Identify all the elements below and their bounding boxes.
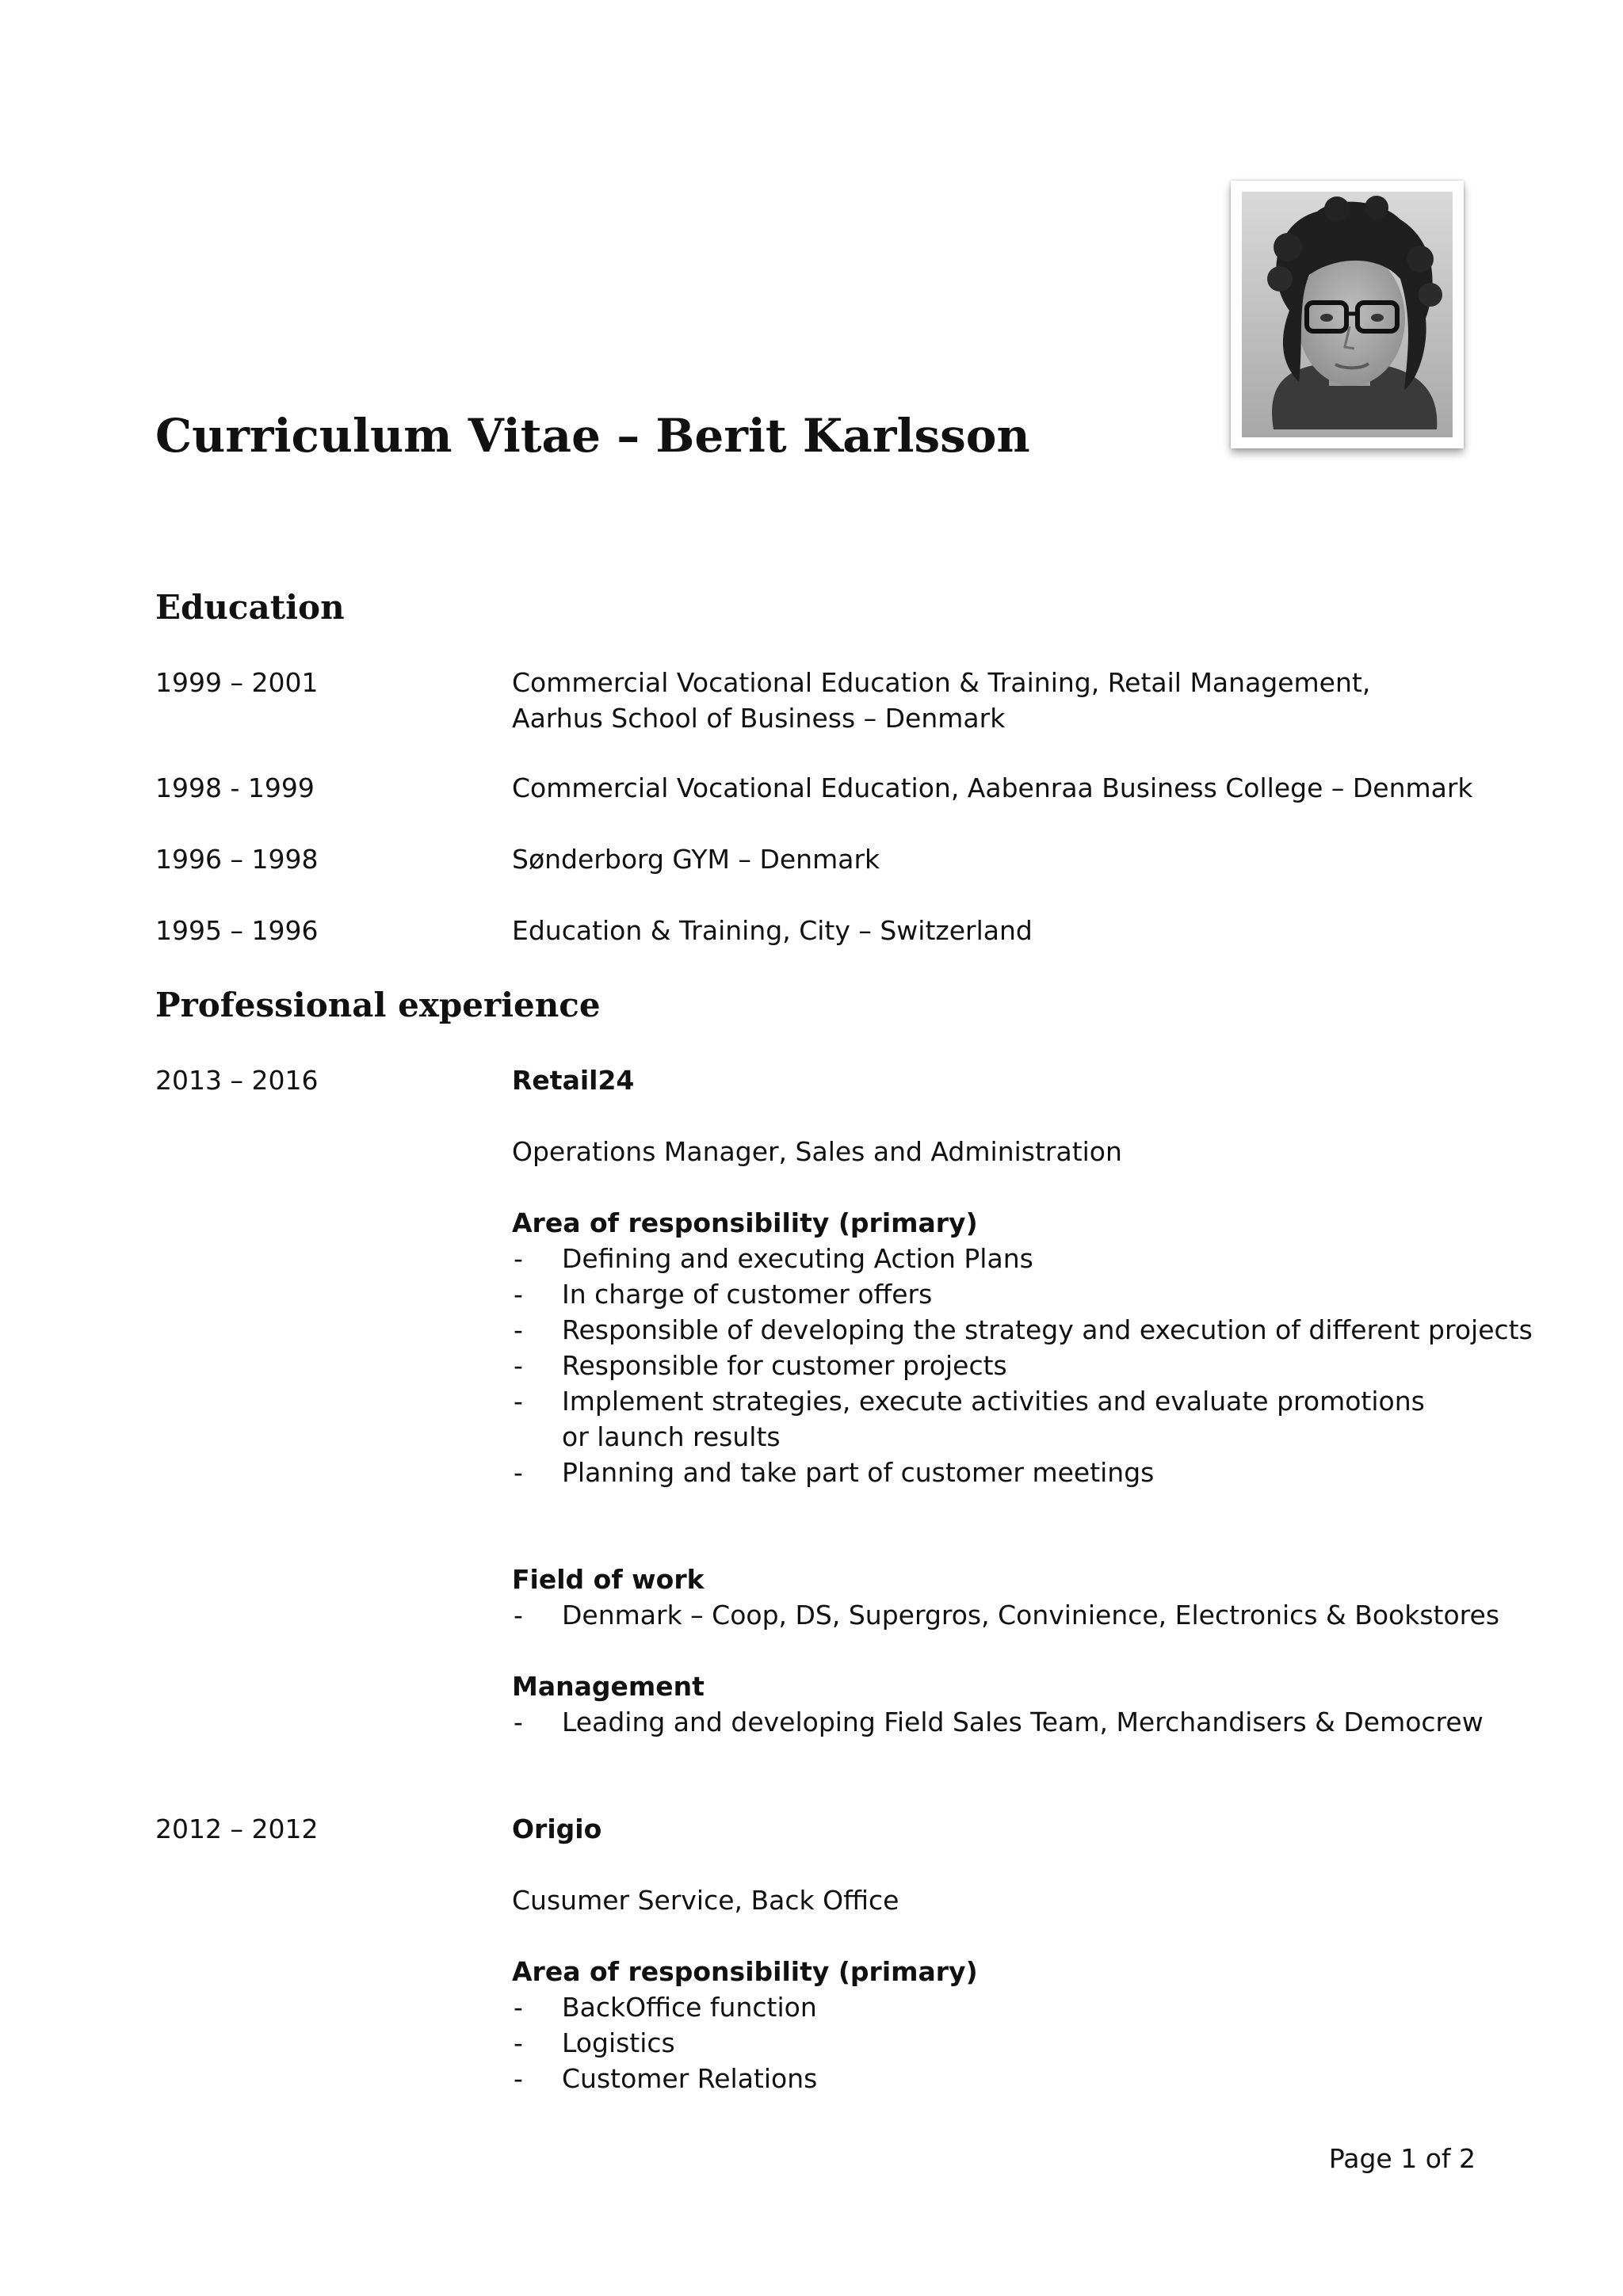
responsibility-heading: Area of responsibility (primary) (512, 1956, 978, 1987)
list-item: - Denmark – Coop, DS, Supergros, Convinience, Electronics & Bookstores (512, 1597, 1623, 1633)
education-description: Education & Training, City – Switzerland (512, 915, 1033, 946)
education-description: Sønderborg GYM – Denmark (512, 844, 880, 875)
education-description: Commercial Vocational Education, Aabenraa Business College – Denmark (512, 772, 1473, 803)
list-item: - Planning and take part of customer meetings (512, 1455, 1623, 1490)
education-period: 1998 - 1999 (155, 772, 315, 803)
company-name: Retail24 (512, 1065, 635, 1096)
education-period: 1995 – 1996 (155, 915, 319, 946)
field-list (512, 1597, 1623, 1633)
list-item: - Responsible of developing the strategy and execution of different projects (512, 1312, 1623, 1348)
company-name: Origio (512, 1814, 602, 1844)
responsibility-heading: Area of responsibility (primary) (512, 1207, 978, 1238)
responsibility-list (512, 1241, 1623, 1490)
list-item: - Implement strategies, execute activities and evaluate promotions or launch results (512, 1383, 1442, 1455)
experience-heading: Professional experience (155, 986, 601, 1024)
list-item: - Leading and developing Field Sales Team, Merchandisers & Democrew (512, 1704, 1623, 1740)
management-heading: Management (512, 1671, 705, 1702)
education-heading: Education (155, 588, 345, 627)
job-period: 2013 – 2016 (155, 1065, 319, 1096)
list-item: - Customer Relations (512, 2061, 1623, 2096)
job-role: Operations Manager, Sales and Administration (512, 1136, 1122, 1167)
responsibility-list (512, 1989, 1623, 2096)
list-item: - Defining and executing Action Plans (512, 1241, 1623, 1276)
job-details (512, 1811, 1623, 2096)
management-list (512, 1704, 1623, 1740)
job-role: Cusumer Service, Back Office (512, 1885, 899, 1916)
list-item: - BackOffice function (512, 1989, 1623, 2025)
education-description: Commercial Vocational Education & Training, Retail Management, Aarhus School of Business – Denmark (512, 667, 1371, 734)
field-heading: Field of work (512, 1564, 705, 1595)
list-item: - In charge of customer offers (512, 1276, 1623, 1312)
portrait-image (1242, 192, 1453, 437)
page-number: Page 1 of 2 (1328, 2143, 1476, 2174)
page-title: Curriculum Vitae – Berit Karlsson (155, 409, 1030, 463)
profile-photo (1231, 181, 1464, 448)
list-item: - Logistics (512, 2025, 1623, 2061)
list-item: - Responsible for customer projects (512, 1348, 1623, 1383)
education-period: 1996 – 1998 (155, 844, 319, 875)
job-details (512, 1062, 1623, 1740)
job-period: 2012 – 2012 (155, 1814, 319, 1844)
education-period: 1999 – 2001 (155, 667, 319, 698)
